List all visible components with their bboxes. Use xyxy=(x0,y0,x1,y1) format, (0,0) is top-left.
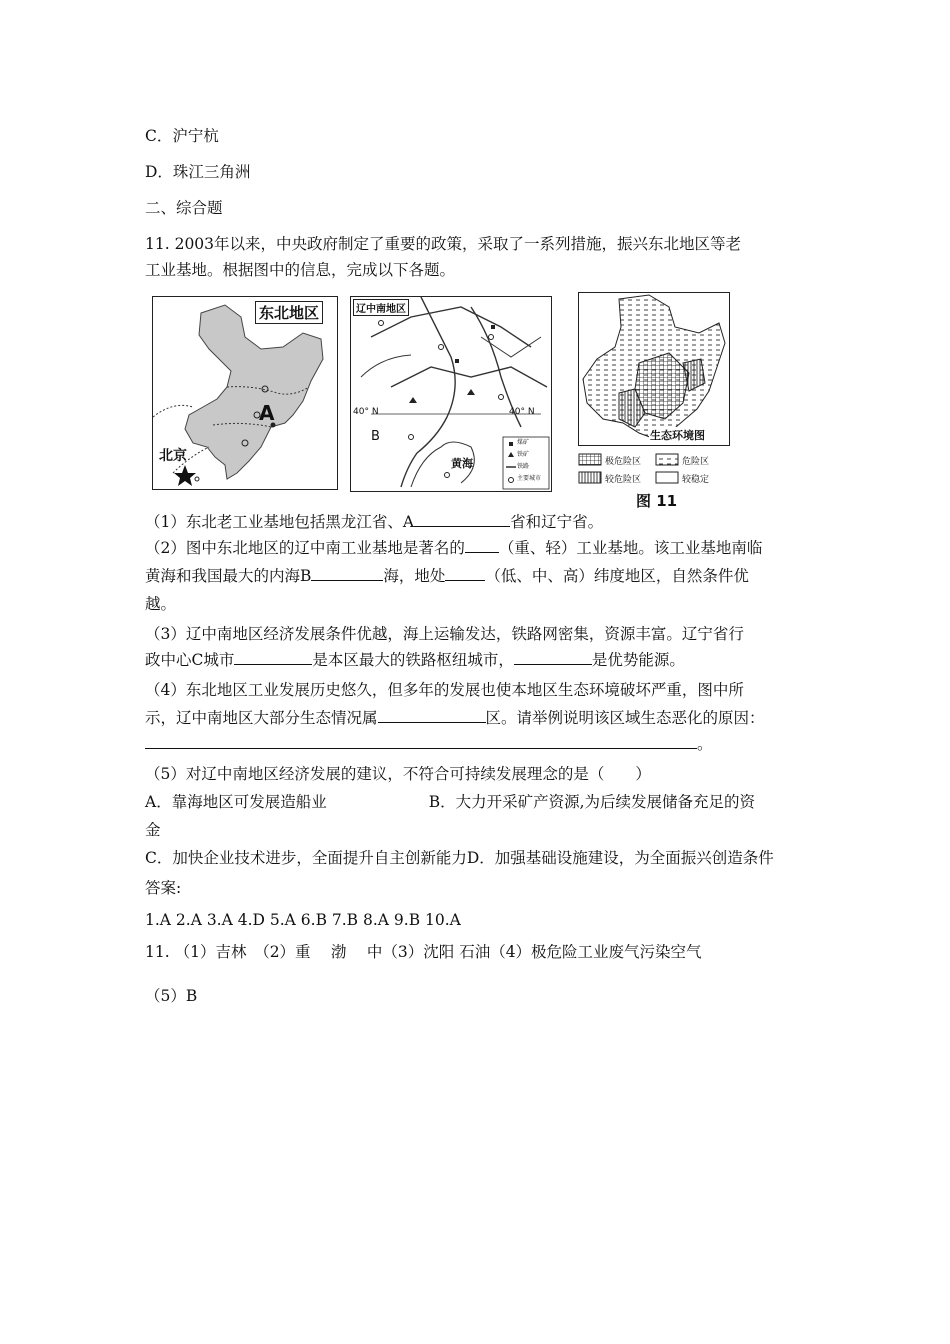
p3-text-c: 是本区最大的铁路枢纽城市， xyxy=(312,651,514,669)
q11-part2-line3: 越。 xyxy=(145,595,177,613)
q11-part4-line1: （4）东北地区工业发展历史悠久，但多年的发展也使本地区生态环境破坏严重，图中所 xyxy=(145,681,744,699)
p3-blank1 xyxy=(234,649,312,665)
legend-extreme: 极危险区 xyxy=(605,457,642,467)
p2-blank2 xyxy=(311,565,383,581)
option-d: D．珠江三角洲 xyxy=(145,163,251,181)
q11-part3-line2 xyxy=(145,649,685,671)
legend-coal: 煤矿 xyxy=(517,439,530,446)
map-liaozhongnan xyxy=(350,296,552,492)
p1-text-b: 省和辽宁省。 xyxy=(510,513,604,531)
p4-text-d: 。 xyxy=(697,735,713,753)
p4-text-c: 区。请举例说明该区域生态恶化的原因： xyxy=(485,709,765,727)
map1-title: 东北地区 xyxy=(255,301,323,324)
p1-text-a: （1）东北老工业基地包括黑龙江省、A xyxy=(145,513,415,531)
map2-lat-right: 40° N xyxy=(509,407,535,417)
q11-part2-line1 xyxy=(145,537,762,559)
q11-part1 xyxy=(145,511,603,533)
answers-q11-5: （5）B xyxy=(145,987,198,1005)
p2-text-a: （2）图中东北地区的辽中南工业基地是著名的 xyxy=(145,539,465,557)
legend-city: 主要城市 xyxy=(517,475,542,482)
p5-option-a: A．靠海地区可发展造船业 xyxy=(145,793,327,811)
p1-blank xyxy=(414,511,510,527)
map2-sea: 黄海 xyxy=(451,457,473,470)
p4-blank1 xyxy=(378,707,486,723)
p3-text-b: 政中心C城市 xyxy=(145,651,235,669)
section-heading: 二、综合题 xyxy=(145,199,223,217)
map-northeast xyxy=(152,296,338,490)
q11-stem-line1: 11. 2003年以来，中央政府制定了重要的政策，采取了一系列措施，振兴东北地区等老 xyxy=(145,235,742,253)
p3-blank2 xyxy=(514,649,592,665)
q11-part4-line2 xyxy=(145,707,765,729)
q11-stem-line2: 工业基地。根据图中的信息，完成以下各题。 xyxy=(145,261,456,279)
legend-stable: 较稳定 xyxy=(682,475,710,485)
p3-text-d: 是优势能源。 xyxy=(591,651,685,669)
answers-mc: 1.A 2.A 3.A 4.D 5.A 6.B 7.B 8.A 9.B 10.A xyxy=(145,911,461,929)
map2-legend xyxy=(517,437,541,485)
p2-text-b: （重、轻）工业基地。该工业基地南临 xyxy=(498,539,763,557)
map2-label-b: B xyxy=(371,429,380,444)
figure-caption: 图 11 xyxy=(636,492,678,510)
p2-blank1 xyxy=(465,537,499,553)
p2-text-e: （低、中、高）纬度地区，自然条件优 xyxy=(485,567,749,585)
map-ecology xyxy=(578,292,730,446)
q11-part2-line2 xyxy=(145,565,749,587)
map3-title: 生态环境图 xyxy=(650,429,705,442)
legend-rail: 铁路 xyxy=(517,463,530,470)
map1-label-a: A xyxy=(259,401,275,425)
q11-part5-stem: （5）对辽中南地区经济发展的建议，不符合可持续发展理念的是（ ） xyxy=(145,765,651,783)
legend-moderate: 较危险区 xyxy=(605,475,642,485)
map2-title: 辽中南地区 xyxy=(353,299,409,316)
map1-label-beijing: 北京 xyxy=(159,448,187,464)
q11-part4-line3 xyxy=(145,733,713,755)
p5-option-b: B．大力开采矿产资源,为后续发展储备充足的资 xyxy=(428,793,756,811)
p2-text-d: 海，地处 xyxy=(383,567,446,585)
map3-legend xyxy=(578,452,728,486)
q11-part3-line1: （3）辽中南地区经济发展条件优越，海上运输发达，铁路网密集，资源丰富。辽宁省行 xyxy=(145,625,744,643)
legend-iron: 铁矿 xyxy=(517,451,530,458)
answers-heading: 答案: xyxy=(145,879,182,897)
option-c: C．沪宁杭 xyxy=(145,127,219,145)
p4-blank2 xyxy=(145,733,697,749)
p4-text-b: 示，辽中南地区大部分生态情况属 xyxy=(145,709,378,727)
q11-part5-options-ab xyxy=(145,791,755,813)
answers-q11: 11. （1）吉林 （2）重 渤 中（3）沈阳 石油（4）极危险工业废气污染空气 xyxy=(145,943,702,961)
q11-part5-options-cd: C．加快企业技术进步，全面提升自主创新能力D．加强基础设施建设，为全面振兴创造条件 xyxy=(145,849,774,867)
p2-text-c: 黄海和我国最大的内海B xyxy=(145,567,312,585)
map2-lat-left: 40° N xyxy=(353,407,379,417)
p2-blank3 xyxy=(445,565,485,581)
q11-part5-option-b-cont: 金 xyxy=(145,821,161,839)
legend-danger: 危险区 xyxy=(682,457,710,467)
